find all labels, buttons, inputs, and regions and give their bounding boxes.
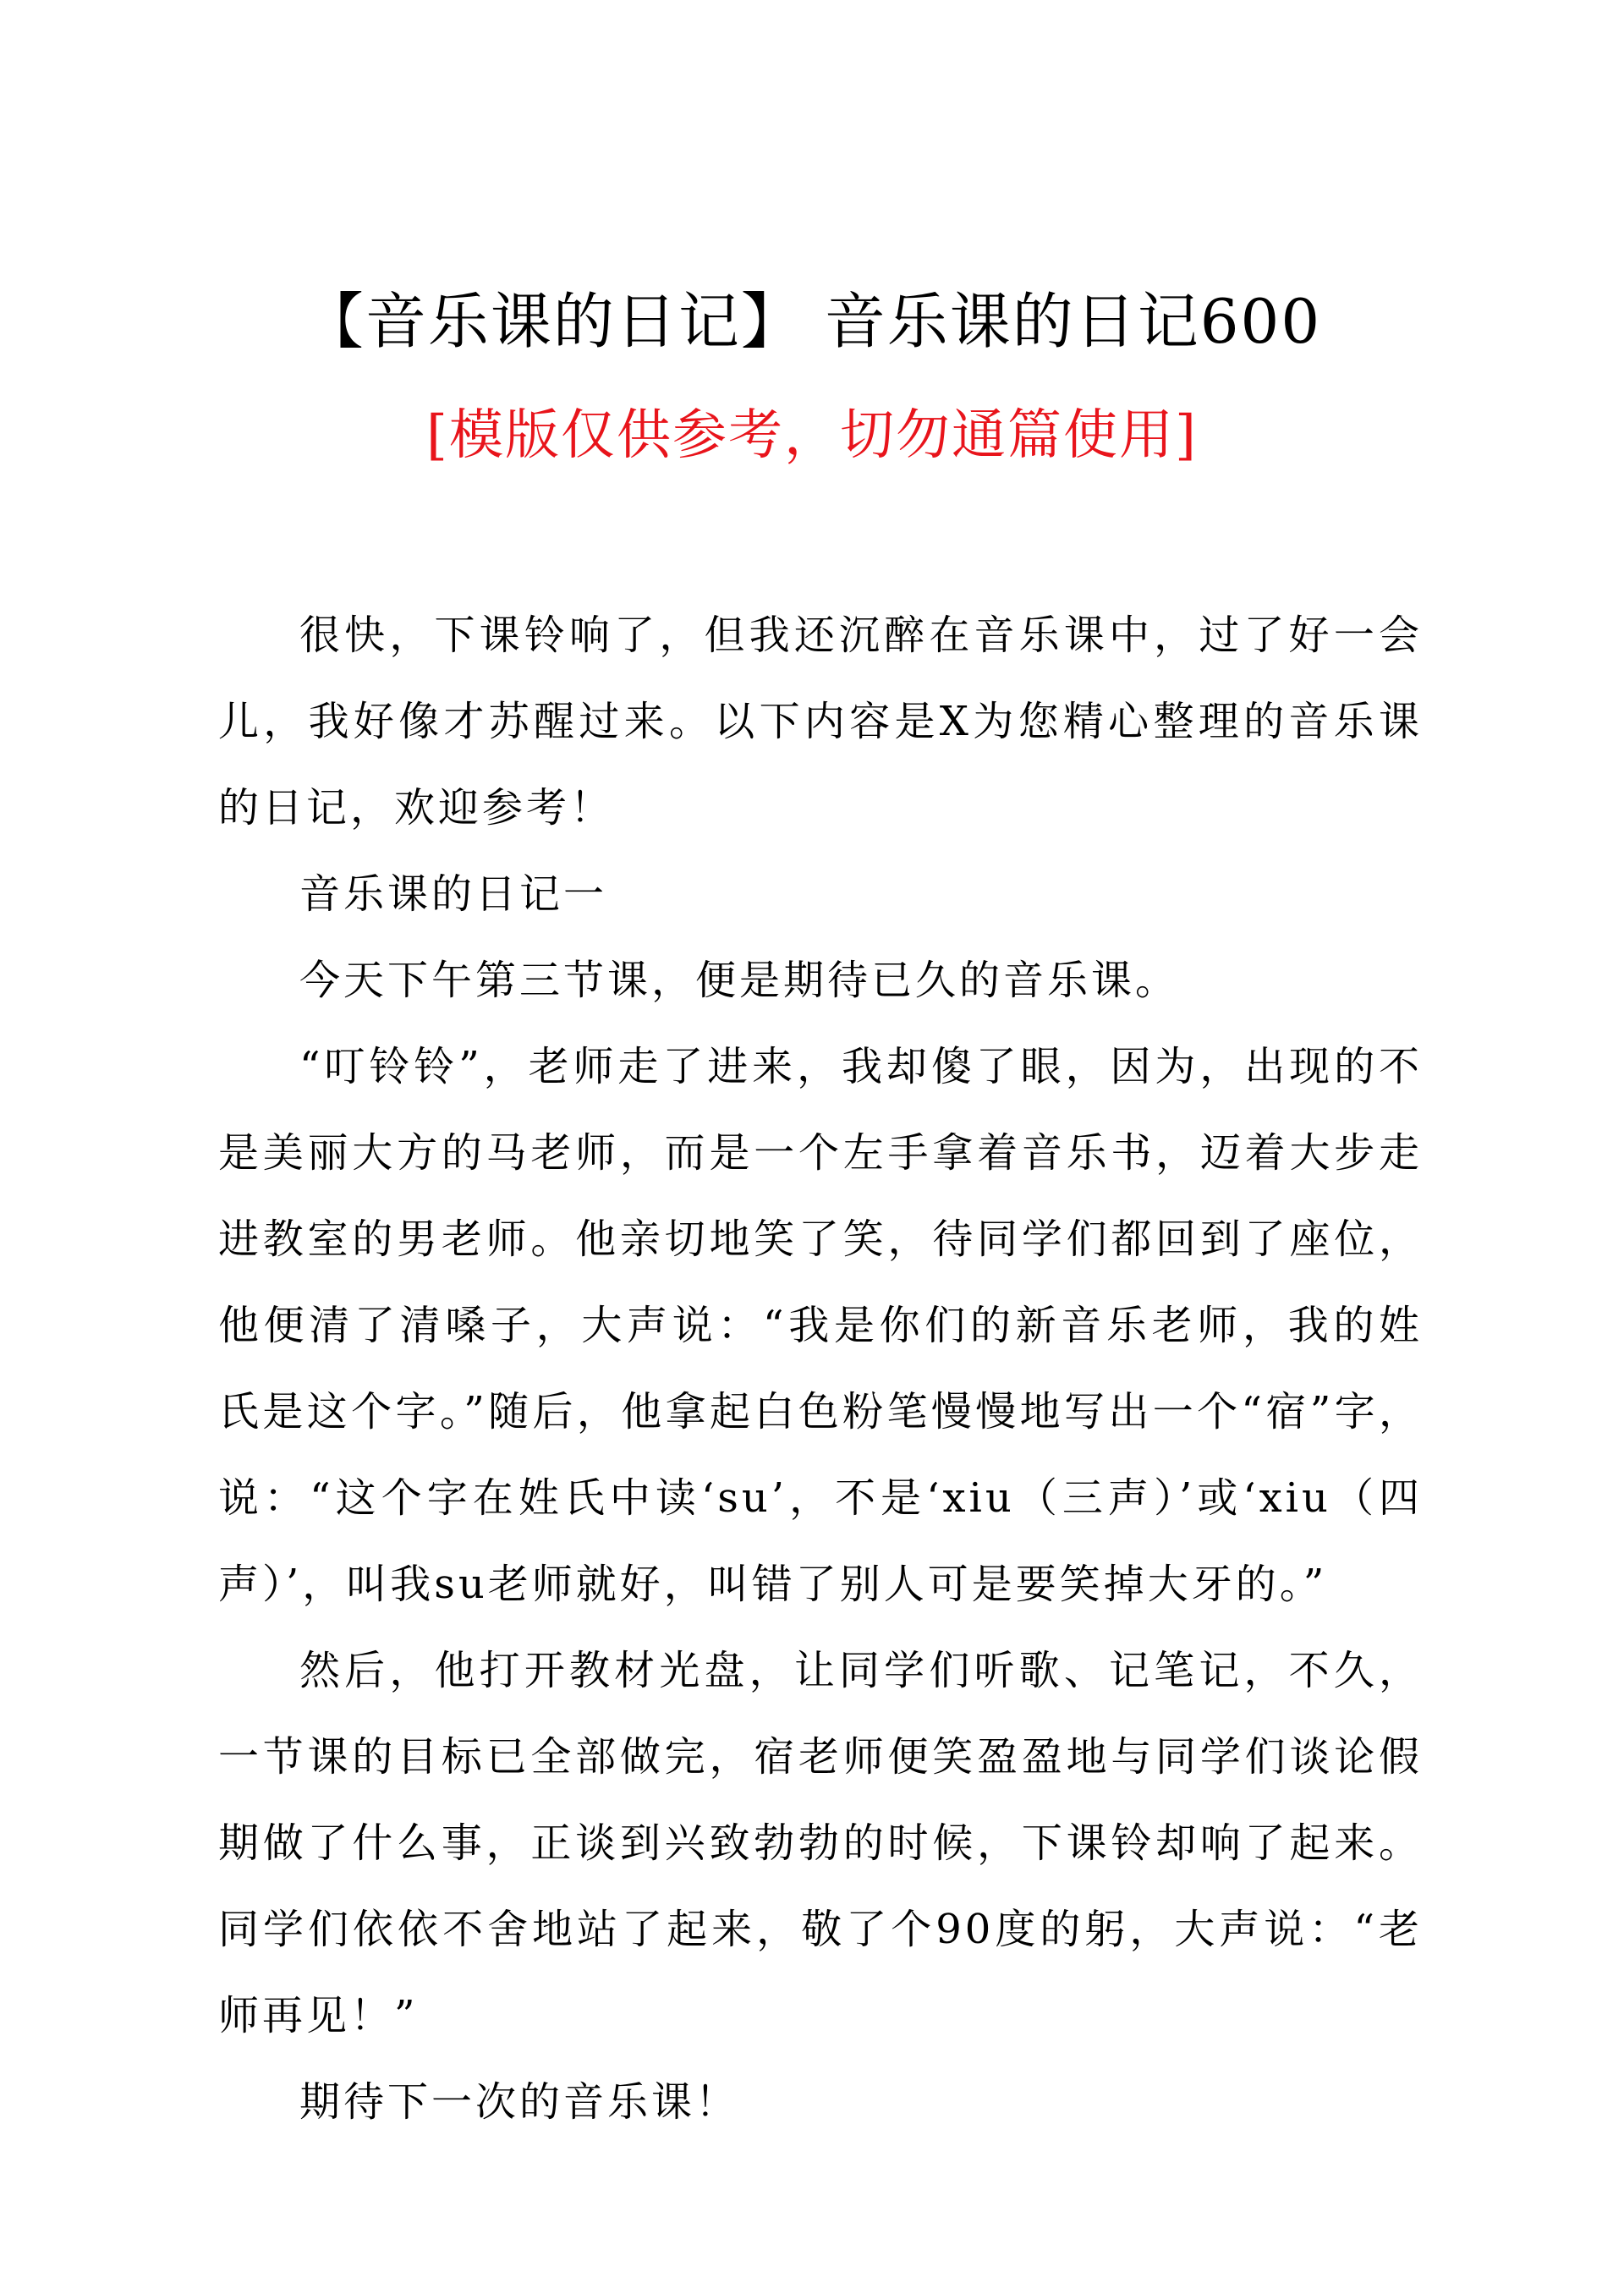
document-subtitle: [模版仅供参考，切勿通篇使用]: [426, 404, 1198, 467]
paragraph: “叮铃铃”，老师走了进来，我却傻了眼，因为，出现的不是美丽大方的马老师，而是一个左手拿着音乐书，迈着大步走进教室的男老师。他亲切地笑了笑，待同学们都回到了座位，他便清了清嗓子，大声说：“我是你们的新音乐老师，我的姓氏是这个字。”随后，他拿起白色粉笔慢慢地写出一个“宿”字，说：“这个字在姓氏中读‘su’，不是‘xiu（三声）’或‘xiu（四声）’，叫我su老师就好，叫错了别人可是要笑掉大牙的。”: [218, 1043, 1423, 1608]
paragraph-intro: 很快，下课铃响了，但我还沉醉在音乐课中，过了好一会儿，我好像才苏醒过来。以下内容是X为您精心整理的音乐课的日记，欢迎参考！: [218, 612, 1423, 831]
paragraph: 然后，他打开教材光盘，让同学们听歌、记笔记，不久，一节课的目标已全部做完，宿老师便笑盈盈地与同学们谈论假期做了什么事，正谈到兴致勃勃的时候，下课铃却响了起来。同学们依依不舍地站了起来，敬了个90度的躬，大声说：“老师再见！”: [218, 1647, 1423, 2039]
paragraph: 今天下午第三节课，便是期待已久的音乐课。: [299, 957, 1180, 1004]
document-title: 【音乐课的日记】 音乐课的日记600: [302, 286, 1322, 357]
section-heading: 音乐课的日记一: [299, 870, 608, 918]
document-body: [218, 592, 1423, 2145]
paragraph-closing: 期待下一次的音乐课！: [299, 2078, 740, 2126]
